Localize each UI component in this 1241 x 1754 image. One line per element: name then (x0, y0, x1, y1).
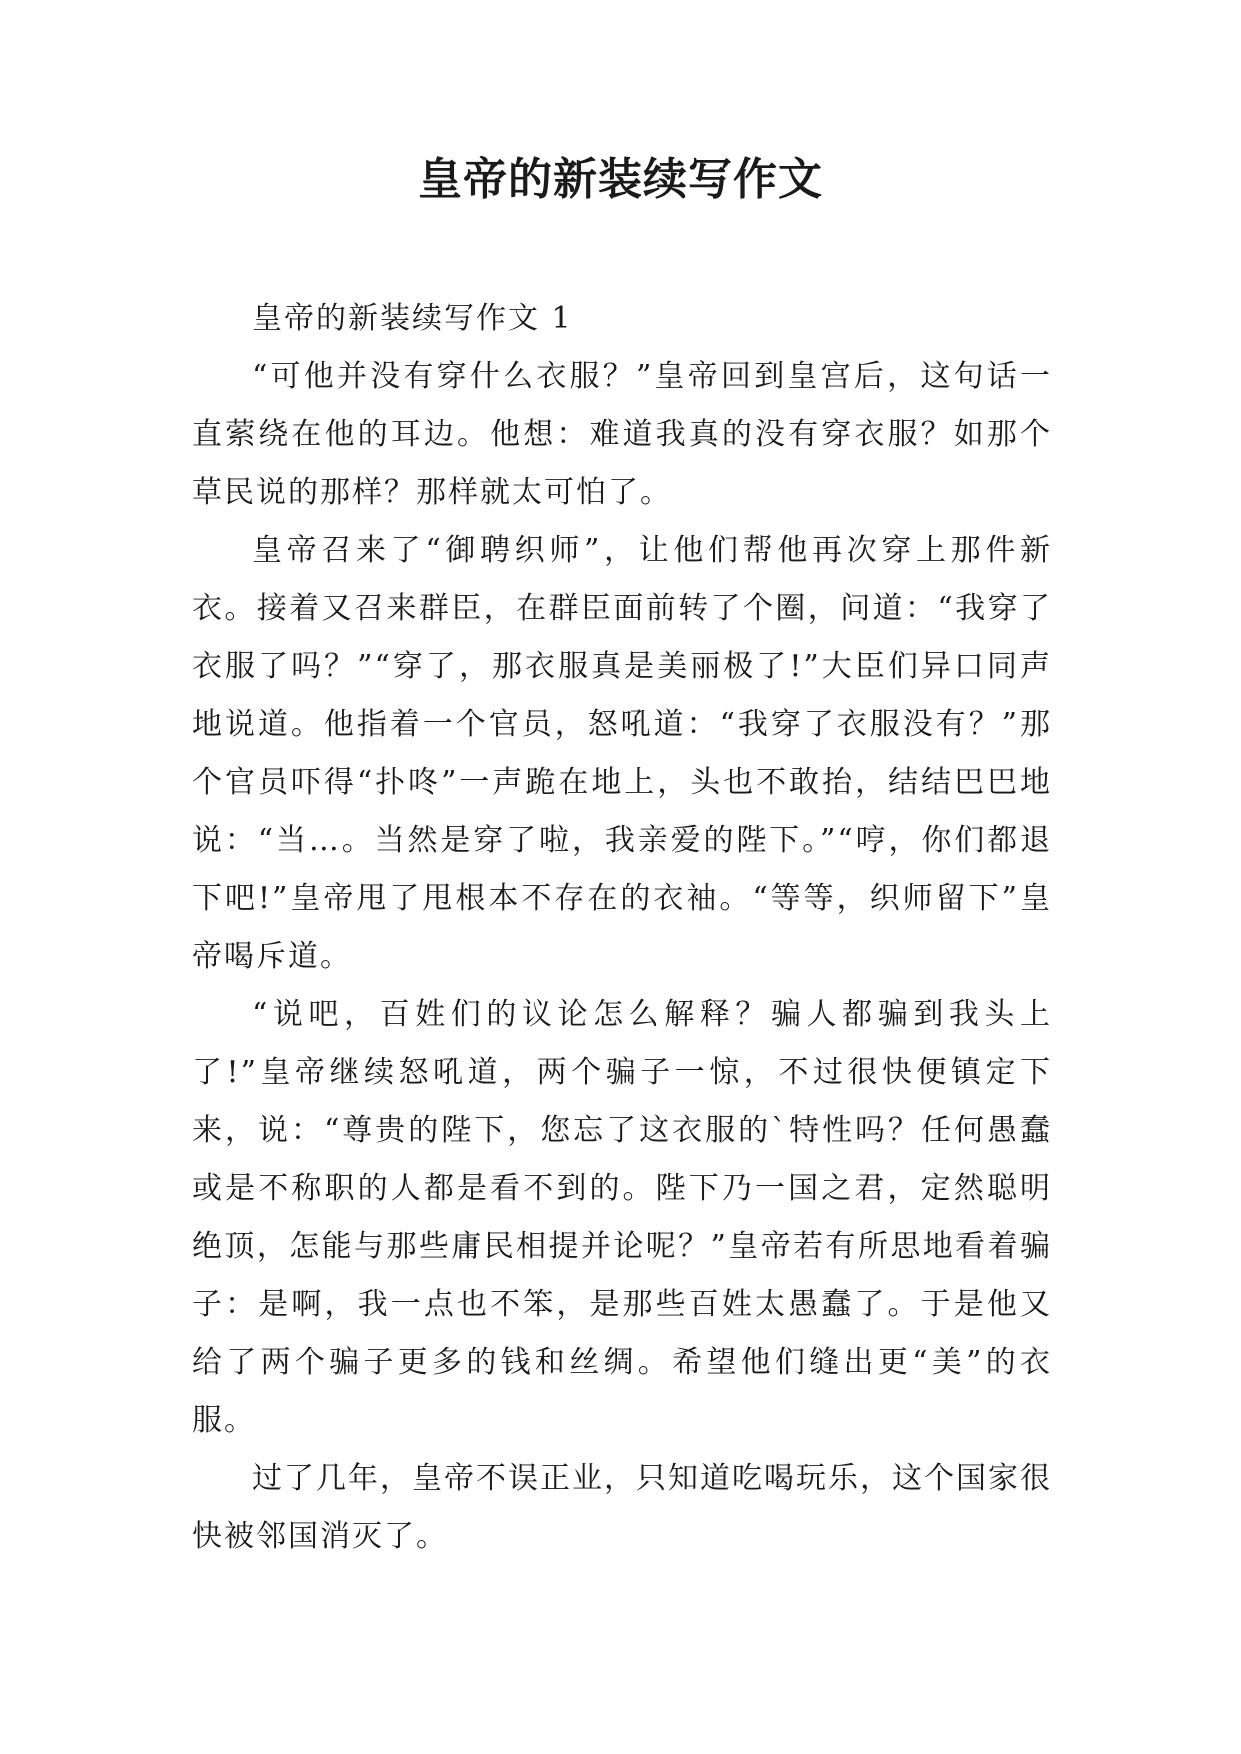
paragraph-1: “可他并没有穿什么衣服？”皇帝回到皇宫后，这句话一直萦绕在他的耳边。他想：难道我真的没有穿衣服？如那个草民说的那样？那样就太可怕了。 (192, 359, 1052, 510)
paragraph-3: “说吧，百姓们的议论怎么解释？骗人都骗到我头上了!”皇帝继续怒吼道，两个骗子一惊，不过很快便镇定下来，说：“尊贵的陛下，您忘了这衣服的`特性吗？任何愚蠢或是不称职的人都是看不到的。陛下乃一国之君，定然聪明绝顶，怎能与那些庸民相提并论呢？”皇帝若有所思地看着骗子：是啊，我一点也不笨，是那些百姓太愚蠢了。于是他又给了两个骗子更多的钱和丝绸。希望他们缝出更“美”的衣服。 (192, 997, 1052, 1438)
paragraph-4: 过了几年，皇帝不误正业，只知道吃喝玩乐，这个国家很快被邻国消灭了。 (192, 1461, 1052, 1554)
document-body (192, 290, 1052, 1566)
paragraph-2: 皇帝召来了“御聘织师”，让他们帮他再次穿上那件新衣。接着又召来群臣，在群臣面前转了个圈，问道：“我穿了衣服了吗？”“穿了，那衣服真是美丽极了!”大臣们异口同声地说道。他指着一个官员，怒吼道：“我穿了衣服没有？”那个官员吓得“扑咚”一声跪在地上，头也不敢抬，结结巴巴地说：“当…。当然是穿了啦，我亲爱的陛下。”“哼，你们都退下吧!”皇帝甩了甩根本不存在的衣袖。“等等，织师留下”皇帝喝斥道。 (192, 533, 1052, 974)
document-title: 皇帝的新装续写作文 (418, 154, 823, 205)
section-heading: 皇帝的新装续写作文 1 (252, 301, 573, 336)
